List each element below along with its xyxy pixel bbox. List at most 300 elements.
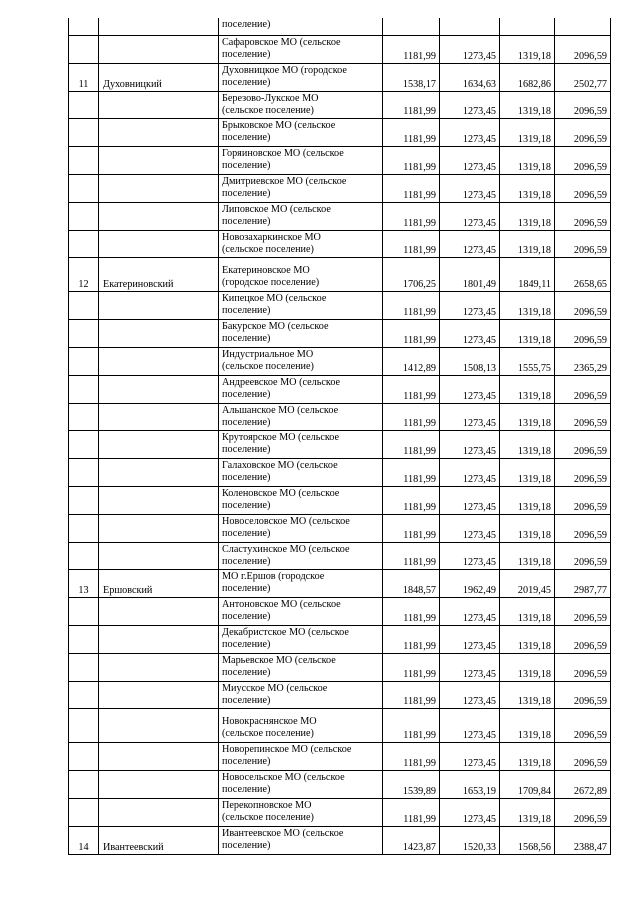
district-cell <box>99 598 219 626</box>
municipality-cell <box>219 91 383 119</box>
value-cell: 1319,18 <box>500 486 555 514</box>
table-row <box>69 826 611 854</box>
municipality-name-line: МО г.Ершов (городское <box>222 571 325 583</box>
municipality-cell <box>219 258 383 292</box>
table-row <box>69 403 611 431</box>
value-cell: 2019,45 <box>500 570 555 598</box>
value-cell: 1273,45 <box>440 202 500 230</box>
table-row <box>69 230 611 258</box>
table-row <box>69 431 611 459</box>
row-number-cell <box>69 486 99 514</box>
municipality-cell <box>219 292 383 320</box>
row-number-cell: 13 <box>69 570 99 598</box>
municipality-name-line: Дмитриевское МО (сельское <box>222 175 347 187</box>
table-row <box>69 486 611 514</box>
value-cell: 2672,89 <box>555 771 611 799</box>
row-number-cell <box>69 292 99 320</box>
table-row <box>69 514 611 542</box>
value-cell: 2096,59 <box>555 403 611 431</box>
table-row <box>69 570 611 598</box>
municipality-cell <box>219 625 383 653</box>
municipality-cell <box>219 514 383 542</box>
municipality-name-line: поселение) <box>222 388 271 400</box>
municipality-name-line: Горяиновское МО (сельское <box>222 148 344 160</box>
value-cell: 1181,99 <box>383 403 440 431</box>
value-cell: 1319,18 <box>500 709 555 743</box>
row-number-cell <box>69 653 99 681</box>
municipality-name-line: Новоселовское МО (сельское <box>222 515 350 527</box>
row-number-cell <box>69 36 99 64</box>
value-cell: 1319,18 <box>500 202 555 230</box>
value-cell <box>440 18 500 36</box>
value-cell <box>500 18 555 36</box>
value-cell: 2096,59 <box>555 625 611 653</box>
municipality-name-line: Крутоярское МО (сельское <box>222 432 340 444</box>
municipality-cell <box>219 709 383 743</box>
district-cell <box>99 347 219 375</box>
district-cell <box>99 202 219 230</box>
value-cell: 1181,99 <box>383 598 440 626</box>
district-cell <box>99 709 219 743</box>
value-cell: 1273,45 <box>440 91 500 119</box>
value-cell: 1181,99 <box>383 230 440 258</box>
value-cell: 1273,45 <box>440 514 500 542</box>
municipality-name-line: (сельское поселение) <box>222 811 314 823</box>
value-cell: 1508,13 <box>440 347 500 375</box>
value-cell: 2096,59 <box>555 320 611 348</box>
municipality-name-line: поселение) <box>222 160 271 172</box>
value-cell: 1319,18 <box>500 91 555 119</box>
value-cell: 1319,18 <box>500 320 555 348</box>
row-number-cell <box>69 347 99 375</box>
municipality-cell <box>219 542 383 570</box>
district-cell <box>99 681 219 709</box>
table-row <box>69 258 611 292</box>
municipality-name-line: поселение) <box>222 187 271 199</box>
value-cell: 1273,45 <box>440 798 500 826</box>
municipality-name-line: поселение) <box>222 333 271 345</box>
table-row-continued <box>69 18 611 36</box>
value-cell: 1273,45 <box>440 292 500 320</box>
table-row <box>69 459 611 487</box>
value-cell: 1568,56 <box>500 826 555 854</box>
row-number-cell <box>69 147 99 175</box>
value-cell: 1181,99 <box>383 320 440 348</box>
municipality-cell <box>219 826 383 854</box>
value-cell: 1319,18 <box>500 292 555 320</box>
table-row <box>69 653 611 681</box>
value-cell: 1848,57 <box>383 570 440 598</box>
row-number-cell: 12 <box>69 258 99 292</box>
municipality-cell <box>219 771 383 799</box>
value-cell: 1319,18 <box>500 743 555 771</box>
table-row <box>69 709 611 743</box>
value-cell: 1319,18 <box>500 431 555 459</box>
table-row <box>69 147 611 175</box>
municipality-name-line: Новорепинское МО (сельское <box>222 744 352 756</box>
district-cell <box>99 18 219 36</box>
value-cell: 1319,18 <box>500 147 555 175</box>
municipality-name-line: (городское поселение) <box>222 277 320 289</box>
district-cell <box>99 174 219 202</box>
value-cell: 1319,18 <box>500 514 555 542</box>
municipality-name-line: Галаховское МО (сельское <box>222 460 338 472</box>
district-cell <box>99 798 219 826</box>
value-cell: 1181,99 <box>383 743 440 771</box>
value-cell: 1181,99 <box>383 681 440 709</box>
value-cell: 1273,45 <box>440 320 500 348</box>
municipality-name-line: Бакурское МО (сельское <box>222 321 329 333</box>
table-row <box>69 798 611 826</box>
row-number-cell <box>69 431 99 459</box>
value-cell: 2096,59 <box>555 375 611 403</box>
row-number-cell <box>69 625 99 653</box>
row-number-cell <box>69 598 99 626</box>
value-cell: 1273,45 <box>440 119 500 147</box>
value-cell: 2502,77 <box>555 63 611 91</box>
value-cell: 1319,18 <box>500 459 555 487</box>
row-number-cell: 11 <box>69 63 99 91</box>
value-cell: 1273,45 <box>440 681 500 709</box>
value-cell: 1273,45 <box>440 542 500 570</box>
table-row <box>69 625 611 653</box>
row-number-cell <box>69 230 99 258</box>
municipality-name-line: Екатериновское МО <box>222 265 310 277</box>
municipality-name-line: поселение) <box>222 666 271 678</box>
value-cell: 1319,18 <box>500 598 555 626</box>
municipality-name-line: поселение) <box>222 694 271 706</box>
municipality-name-line: Декабристское МО (сельское <box>222 626 349 638</box>
municipality-name-line: поселение) <box>222 638 271 650</box>
municipality-cell <box>219 653 383 681</box>
district-cell <box>99 459 219 487</box>
row-number-cell <box>69 320 99 348</box>
municipality-name-line: поселение) <box>222 49 271 60</box>
value-cell: 1962,49 <box>440 570 500 598</box>
table-row <box>69 202 611 230</box>
municipality-name-line: (сельское поселение) <box>222 728 314 740</box>
municipality-cell <box>219 63 383 91</box>
value-cell: 1273,45 <box>440 459 500 487</box>
municipality-cell: поселение) <box>219 18 383 36</box>
district-cell <box>99 147 219 175</box>
district-cell: Ершовский <box>99 570 219 598</box>
table-row <box>69 36 611 64</box>
municipality-cell <box>219 459 383 487</box>
municipality-cell <box>219 147 383 175</box>
value-cell: 1319,18 <box>500 681 555 709</box>
value-cell: 1538,17 <box>383 63 440 91</box>
table-row <box>69 119 611 147</box>
value-cell: 2096,59 <box>555 743 611 771</box>
value-cell: 2096,59 <box>555 230 611 258</box>
municipality-name-line: поселение) <box>222 132 271 144</box>
row-number-cell <box>69 403 99 431</box>
table-row <box>69 598 611 626</box>
municipality-name-line: Индустриальное МО <box>222 348 314 360</box>
table-row <box>69 743 611 771</box>
municipality-name-line: Новозахаркинское МО <box>222 231 321 243</box>
table-row <box>69 320 611 348</box>
table-row <box>69 91 611 119</box>
value-cell: 1273,45 <box>440 486 500 514</box>
district-cell <box>99 743 219 771</box>
municipality-name-line: Кипецкое МО (сельское <box>222 293 327 305</box>
municipality-name-line: поселение) <box>222 527 271 539</box>
municipality-name-line: Марьевское МО (сельское <box>222 654 336 666</box>
value-cell: 2365,29 <box>555 347 611 375</box>
municipality-name-line: Духовницкое МО (городское <box>222 64 347 76</box>
value-cell <box>383 18 440 36</box>
municipality-cell <box>219 119 383 147</box>
value-cell: 1273,45 <box>440 598 500 626</box>
value-cell: 1273,45 <box>440 653 500 681</box>
table-row <box>69 771 611 799</box>
value-cell: 1181,99 <box>383 91 440 119</box>
value-cell: 2096,59 <box>555 292 611 320</box>
district-cell <box>99 431 219 459</box>
table-row <box>69 347 611 375</box>
district-cell <box>99 36 219 64</box>
municipality-name-line: Брыковское МО (сельское <box>222 120 336 132</box>
value-cell: 2096,59 <box>555 174 611 202</box>
municipality-name-line: Новосельское МО (сельское <box>222 772 345 784</box>
value-cell: 1709,84 <box>500 771 555 799</box>
municipality-cell <box>219 36 383 64</box>
value-cell: 1653,19 <box>440 771 500 799</box>
municipality-name-line: (сельское поселение) <box>222 243 314 255</box>
value-cell: 1520,33 <box>440 826 500 854</box>
district-cell: Духовницкий <box>99 63 219 91</box>
district-cell <box>99 292 219 320</box>
value-cell <box>555 18 611 36</box>
row-number-cell <box>69 681 99 709</box>
value-cell: 1319,18 <box>500 230 555 258</box>
municipality-cell <box>219 230 383 258</box>
municipality-name-line: Сафаровское МО (сельское <box>222 37 341 48</box>
value-cell: 2096,59 <box>555 798 611 826</box>
value-cell: 1181,99 <box>383 292 440 320</box>
municipality-name-line: поселение) <box>222 416 271 428</box>
row-number-cell <box>69 375 99 403</box>
value-cell: 1181,99 <box>383 147 440 175</box>
value-cell: 1181,99 <box>383 202 440 230</box>
value-cell: 1555,75 <box>500 347 555 375</box>
district-cell <box>99 320 219 348</box>
municipality-name-line: поселение) <box>222 499 271 511</box>
district-cell <box>99 403 219 431</box>
value-cell: 1273,45 <box>440 147 500 175</box>
municipality-name-line: (сельское поселение) <box>222 360 314 372</box>
municipality-cell <box>219 347 383 375</box>
row-number-cell <box>69 743 99 771</box>
value-cell: 1273,45 <box>440 174 500 202</box>
value-cell: 1319,18 <box>500 403 555 431</box>
row-number-cell <box>69 18 99 36</box>
value-cell: 1181,99 <box>383 375 440 403</box>
value-cell: 1273,45 <box>440 375 500 403</box>
district-cell <box>99 375 219 403</box>
municipality-name-line: поселение) <box>222 611 271 623</box>
value-cell: 2096,59 <box>555 91 611 119</box>
municipality-name-line: поселение) <box>222 756 271 768</box>
municipality-cell <box>219 798 383 826</box>
value-cell: 2096,59 <box>555 459 611 487</box>
row-number-cell <box>69 709 99 743</box>
value-cell: 1181,99 <box>383 625 440 653</box>
row-number-cell <box>69 514 99 542</box>
value-cell: 2096,59 <box>555 542 611 570</box>
row-number-cell <box>69 202 99 230</box>
municipality-name-line: (сельское поселение) <box>222 104 314 116</box>
row-number-cell: 14 <box>69 826 99 854</box>
value-cell: 1181,99 <box>383 486 440 514</box>
value-cell: 1319,18 <box>500 625 555 653</box>
municipality-name-line: поселение) <box>222 305 271 317</box>
row-number-cell <box>69 771 99 799</box>
municipality-name-line: поселение) <box>222 215 271 227</box>
municipality-cell <box>219 202 383 230</box>
municipality-cell <box>219 570 383 598</box>
municipality-name-line: Березово-Лукское МО <box>222 92 319 104</box>
value-cell: 2096,59 <box>555 653 611 681</box>
municipality-name-line: Антоновское МО (сельское <box>222 599 341 611</box>
table-row <box>69 375 611 403</box>
municipality-name-line: поселение) <box>222 784 271 796</box>
municipality-cell <box>219 598 383 626</box>
row-number-cell <box>69 174 99 202</box>
value-cell: 2096,59 <box>555 598 611 626</box>
value-cell: 1273,45 <box>440 625 500 653</box>
municipality-cell <box>219 743 383 771</box>
value-cell: 1319,18 <box>500 36 555 64</box>
value-cell: 2658,65 <box>555 258 611 292</box>
table-row <box>69 63 611 91</box>
value-cell: 1682,86 <box>500 63 555 91</box>
municipality-name-line: Миусское МО (сельское <box>222 682 328 694</box>
value-cell: 1801,49 <box>440 258 500 292</box>
district-cell <box>99 230 219 258</box>
municipality-name-line: Андреевское МО (сельское <box>222 376 341 388</box>
value-cell: 2096,59 <box>555 709 611 743</box>
value-cell: 2388,47 <box>555 826 611 854</box>
municipality-cell <box>219 681 383 709</box>
value-cell: 2987,77 <box>555 570 611 598</box>
district-cell <box>99 514 219 542</box>
value-cell: 1181,99 <box>383 542 440 570</box>
municipality-name-line: поселение) <box>222 444 271 456</box>
value-cell: 1423,87 <box>383 826 440 854</box>
value-cell: 1181,99 <box>383 119 440 147</box>
table-row <box>69 292 611 320</box>
value-cell: 1319,18 <box>500 119 555 147</box>
district-cell: Екатериновский <box>99 258 219 292</box>
value-cell: 2096,59 <box>555 486 611 514</box>
district-cell <box>99 119 219 147</box>
municipality-name-line: Коленовское МО (сельское <box>222 487 340 499</box>
municipality-name-line: поселение) <box>222 839 271 851</box>
municipality-name-line: Альшанское МО (сельское <box>222 404 339 416</box>
row-number-cell <box>69 459 99 487</box>
table-row <box>69 174 611 202</box>
value-cell: 1319,18 <box>500 798 555 826</box>
municipality-name-line: Перекопновское МО <box>222 799 312 811</box>
row-number-cell <box>69 119 99 147</box>
value-cell: 2096,59 <box>555 431 611 459</box>
row-number-cell <box>69 91 99 119</box>
municipality-name-line: поселение) <box>222 583 271 595</box>
value-cell: 1181,99 <box>383 174 440 202</box>
municipality-cell <box>219 431 383 459</box>
municipality-name-line: Липовское МО (сельское <box>222 203 331 215</box>
value-cell: 1181,99 <box>383 459 440 487</box>
value-cell: 1539,89 <box>383 771 440 799</box>
value-cell: 1273,45 <box>440 709 500 743</box>
district-cell: Ивантеевский <box>99 826 219 854</box>
district-cell <box>99 625 219 653</box>
value-cell: 1319,18 <box>500 174 555 202</box>
value-cell: 1273,45 <box>440 230 500 258</box>
municipality-cell <box>219 375 383 403</box>
municipality-name-line: поселение) <box>222 472 271 484</box>
value-cell: 1319,18 <box>500 542 555 570</box>
municipality-name-line: Ивантеевское МО (сельское <box>222 827 344 839</box>
district-cell <box>99 542 219 570</box>
value-cell: 2096,59 <box>555 681 611 709</box>
value-cell: 1181,99 <box>383 798 440 826</box>
municipality-cell <box>219 486 383 514</box>
value-cell: 2096,59 <box>555 514 611 542</box>
value-cell: 1273,45 <box>440 743 500 771</box>
value-cell: 1273,45 <box>440 431 500 459</box>
district-cell <box>99 653 219 681</box>
value-cell: 1181,99 <box>383 709 440 743</box>
district-cell <box>99 486 219 514</box>
row-number-cell <box>69 542 99 570</box>
district-cell <box>99 91 219 119</box>
value-cell: 2096,59 <box>555 202 611 230</box>
value-cell: 1634,63 <box>440 63 500 91</box>
value-cell: 1412,89 <box>383 347 440 375</box>
value-cell: 1849,11 <box>500 258 555 292</box>
table-body <box>69 18 611 854</box>
municipality-cell <box>219 174 383 202</box>
value-cell: 1319,18 <box>500 653 555 681</box>
municipality-name-line: Новокраснянское МО <box>222 716 317 728</box>
value-cell: 1273,45 <box>440 403 500 431</box>
municipality-cell <box>219 320 383 348</box>
value-cell: 2096,59 <box>555 119 611 147</box>
value-cell: 2096,59 <box>555 36 611 64</box>
value-cell: 1273,45 <box>440 36 500 64</box>
tariff-table <box>68 18 611 855</box>
value-cell: 1319,18 <box>500 375 555 403</box>
table-row <box>69 542 611 570</box>
municipality-name-line: Сластухинское МО (сельское <box>222 543 350 555</box>
value-cell: 1181,99 <box>383 431 440 459</box>
value-cell: 1181,99 <box>383 36 440 64</box>
value-cell: 2096,59 <box>555 147 611 175</box>
municipality-cell <box>219 403 383 431</box>
row-number-cell <box>69 798 99 826</box>
value-cell: 1181,99 <box>383 514 440 542</box>
municipality-name-line: поселение) <box>222 76 271 88</box>
value-cell: 1706,25 <box>383 258 440 292</box>
district-cell <box>99 771 219 799</box>
municipality-name-line: поселение) <box>222 555 271 567</box>
value-cell: 1181,99 <box>383 653 440 681</box>
table-row <box>69 681 611 709</box>
